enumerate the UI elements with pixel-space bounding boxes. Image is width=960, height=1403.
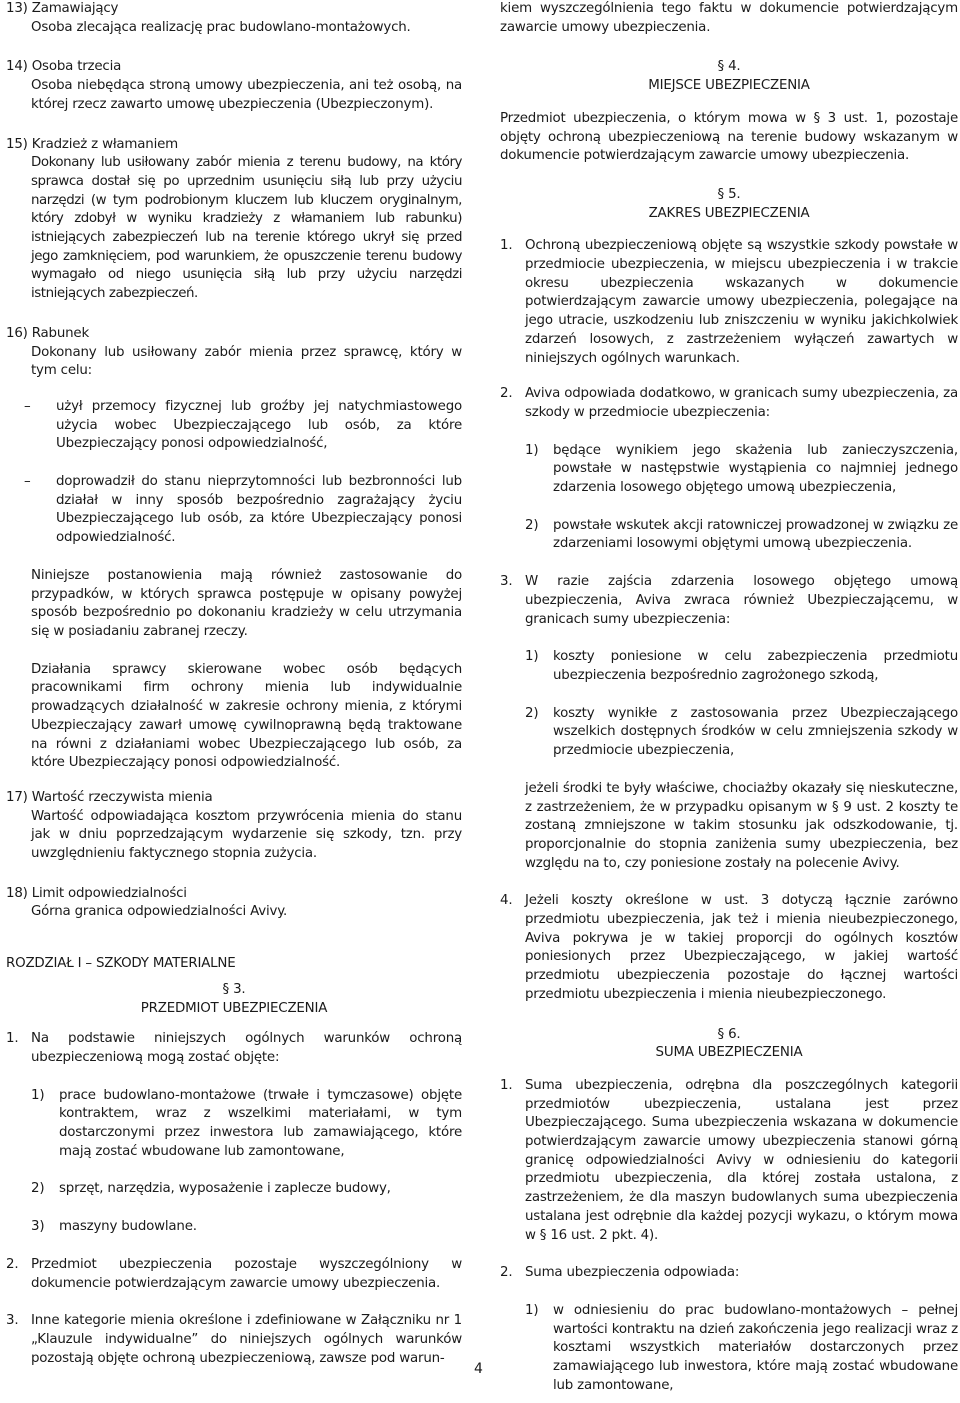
numbered-item xyxy=(6,1256,462,1293)
dash-marker: – xyxy=(24,474,31,490)
item-number: 3. xyxy=(500,574,513,590)
sub-item xyxy=(525,517,958,554)
section-heading xyxy=(500,186,958,223)
item-number: 1) xyxy=(525,649,539,665)
definition-17 xyxy=(6,789,462,864)
item-text: Ochroną ubezpieczeniową objęte są wszystkie szkody powstałe w przedmiocie ubezpieczenia, w miejscu ubezpieczenia i w trakcie okresu ubezpieczenia wskazanych w dokumencie potwierdzającym zawarcie umowy ubezpieczenia, polegające na jego utracie, uszkodzeniu lub zniszczeniu w wyniku jakichkolwiek zdarzeń losowych, z zastrzeżeniem wyłączeń zawartych w niniejszych ogólnych warunkach. xyxy=(525,238,958,366)
item-number: 1. xyxy=(500,1077,513,1093)
item-number: 1. xyxy=(500,238,513,254)
item-text: koszty wynikłe z zastosowania przez Ubezpieczającego wszelkich dostępnych środków w celu zmniejszenia szkody w przedmiocie ubezpieczenia, xyxy=(553,705,958,759)
item-number: 1) xyxy=(525,1302,539,1318)
item-text: Inne kategorie mienia określone i zdefiniowane w Załączniku nr 1 „Klauzule indywidualne” do niniejszych ogólnych warunków pozostają objęte ochroną ubezpieczeniową, zawsze pod warun- xyxy=(31,1313,462,1366)
sub-item xyxy=(31,1087,462,1162)
list-item xyxy=(6,473,462,548)
item-text: powstałe wskutek akcji ratowniczej prowadzonej w związku ze zdarzeniami losowymi objętymi umową ubezpieczenia. xyxy=(553,517,958,552)
paragraph: Działania sprawcy skierowane wobec osób będących pracownikami firm ochrony mienia lub indywidualnie prowadzących działalność w zakresie ochrony mienia, z którymi Ubezpieczający zawarł umowę cywilnoprawną będą traktowane na równi z działaniami wobec Ubezpieczającego lub osób, za które Ubezpieczający ponosi odpowiedzialność. xyxy=(31,661,462,771)
item-text: koszty poniesione w celu zabezpieczenia przedmiotu ubezpieczenia bezpośrednio zagrożonego szkodą, xyxy=(553,649,958,683)
numbered-item xyxy=(500,237,958,368)
item-text: prace budowlano-montażowe (trwałe i tymczasowe) objęte kontraktem, wraz z wszelkimi materiałami, w tym dostarczonymi przez inwestora lub zamawiającego, które mają zostać wbudowane lub zamontowane, xyxy=(59,1087,462,1159)
section-number: § 5. xyxy=(717,186,741,202)
definition-title: 16) Rabunek xyxy=(6,325,90,341)
section-number: § 6. xyxy=(717,1026,741,1042)
item-number: 3) xyxy=(31,1219,45,1235)
item-number: 1) xyxy=(525,442,539,458)
item-number: 2. xyxy=(500,386,513,402)
item-text: Suma ubezpieczenia, odrębna dla poszczególnych kategorii przedmiotów ubezpieczenia, ustalana jest przez Ubezpieczającego. Suma ubezpieczenia wskazana w dokumencie potwierdzającym zawarcie umowy ubezpieczenia stanowi górną granicę odpowiedzialności Avivy w odniesieniu do kategorii przedmiotu ubezpieczenia, dla której została ustalona, z zastrzeżeniem, że dla maszyn budowlanych suma ubezpieczenia ustalana jest odrębnie dla każdej pozycji wykazu, o którym mowa w § 16 ust. 2 pkt. 4). xyxy=(525,1077,958,1243)
section-number: § 3. xyxy=(222,981,246,997)
paragraph: Przedmiot ubezpieczenia, o którym mowa w § 3 ust. 1, pozostaje objęty ochroną ubezpieczeniową na terenie budowy wskazanym w dokumencie potwierdzającym zawarcie umowy ubezpieczenia. xyxy=(500,110,958,164)
definition-14 xyxy=(6,58,462,114)
sub-item xyxy=(525,442,958,498)
item-number: 1) xyxy=(31,1087,45,1103)
definition-body: Dokonany lub usiłowany zabór mienia przez sprawcę, który w tym celu: xyxy=(31,344,462,379)
section-title: SUMA UBEZPIECZENIA xyxy=(655,1045,803,1061)
sub-item xyxy=(525,1302,958,1396)
sub-item xyxy=(31,1180,462,1199)
definition-title: 14) Osoba trzecia xyxy=(6,59,122,75)
section-heading xyxy=(500,1026,958,1063)
section-number: § 4. xyxy=(717,59,741,75)
paragraph: jeżeli środki te były właściwe, chociażby okazały się nieskuteczne, z zastrzeżeniem, że w przypadku opisanym w § 9 ust. 2 koszty te zostaną zmniejszone w takim stosunku jak odszkodowanie, tj. proporcjonalnie do stopnia zaniżenia sumy ubezpieczenia, bez względu na to, czy poniesione zostały na polecenie Avivy. xyxy=(525,780,958,871)
sub-item xyxy=(31,1218,462,1237)
definition-body: Osoba niebędąca stroną umowy ubezpieczenia, ani też osobą, na której rzecz zawarto umowę ubezpieczenia (Ubezpieczonym). xyxy=(31,78,462,112)
numbered-item xyxy=(500,1264,958,1283)
item-text: Na podstawie niniejszych ogólnych warunków ochroną ubezpieczeniową mogą zostać objęte: xyxy=(31,1031,462,1065)
definition-title: 13) Zamawiający xyxy=(6,1,119,16)
chapter-heading: ROZDZIAŁ I – SZKODY MATERIALNE xyxy=(6,956,236,972)
definition-title: 15) Kradzież z włamaniem xyxy=(6,136,178,152)
item-text: będące wynikiem jego skażenia lub zanieczyszczenia, powstałe w następstwie wystąpienia co najmniej jednego zdarzenia losowego objętego umową ubezpieczenia, xyxy=(553,442,958,496)
numbered-item xyxy=(6,1312,462,1368)
numbered-item xyxy=(6,1030,462,1067)
section-title: PRZEDMIOT UBEZPIECZENIA xyxy=(140,1000,328,1016)
numbered-item xyxy=(500,1077,958,1245)
sub-item xyxy=(525,705,958,761)
numbered-item xyxy=(500,573,958,629)
definition-18 xyxy=(6,885,462,922)
item-text: W razie zajścia zdarzenia losowego objętego umową ubezpieczenia, Aviva zwraca również Ubezpieczającemu, w granicach sumy ubezpieczenia: xyxy=(525,574,958,627)
numbered-item xyxy=(500,385,958,422)
item-number: 2) xyxy=(31,1181,45,1197)
definition-body: Dokonany lub usiłowany zabór mienia z terenu budowy, na który sprawca dostał się po uprzednim usunięciu siłą lub przy użyciu narzędzi (w tym podrobionym kluczem lub kluczem oryginalnym, który zdobył w wyniku kradzieży z włamaniem lub rabunku) istniejących zabezpieczeń lub na terenie którego ukrył się przed jego zamknięciem, pod warunkiem, że opuszczenie terenu budowy wymagało od niego usunięcia siłą lub przy użyciu narzędzi istniejących zabezpieczeń. xyxy=(31,155,462,302)
definition-16 xyxy=(6,325,462,773)
item-text: Jeżeli koszty określone w ust. 3 dotyczą łącznie zarówno przedmiotu ubezpieczenia, jak też i mienia nieubezpieczonego, Aviva pokrywa je w takiej proporcji do ogólnych kosztów poniesionych przez Ubezpieczającego, w jakiej wartość przedmiotu ubezpieczenia pozostaje do łącznej wartości przedmiotu ubezpieczenia i mienia nieubezpieczonego. xyxy=(525,893,958,1002)
item-number: 2. xyxy=(500,1265,513,1281)
numbered-item xyxy=(500,892,958,1004)
section-heading xyxy=(500,58,958,95)
item-text: sprzęt, narzędzia, wyposażenie i zaplecze budowy, xyxy=(59,1181,391,1197)
item-text: Aviva odpowiada dodatkowo, w granicach sumy ubezpieczenia, za szkody w przedmiocie ubezpieczenia: xyxy=(525,386,958,420)
definition-title: 17) Wartość rzeczywista mienia xyxy=(6,789,213,805)
item-number: 1. xyxy=(6,1031,19,1047)
section-heading xyxy=(6,981,462,1018)
definition-13 xyxy=(6,0,462,37)
left-column xyxy=(6,0,462,1368)
dash-marker: – xyxy=(24,398,31,414)
item-number: 2) xyxy=(525,705,539,721)
definition-body: Osoba zlecająca realizację prac budowlano-montażowych. xyxy=(31,19,411,35)
item-text: Suma ubezpieczenia odpowiada: xyxy=(525,1265,740,1281)
definition-body: Górna granica odpowiedzialności Avivy. xyxy=(31,904,288,920)
sub-item xyxy=(525,648,958,685)
item-number: 4. xyxy=(500,893,513,909)
list-item-text: doprowadził do stanu nieprzytomności lub bezbronności lub działał w inny sposób bezpośrednio zagrażający życiu Ubezpieczającego lub osób, za które Ubezpieczający ponosi odpowiedzialność. xyxy=(56,474,462,546)
page-number: 4 xyxy=(474,1361,483,1377)
right-column xyxy=(500,0,958,1395)
paragraph: Niniejsze postanowienia mają również zastosowanie do przypadków, w których sprawca postępuje w opisany powyżej sposób bezpośrednio po dokonaniu kradzieży w celu utrzymania się w posiadaniu zabranej rzeczy. xyxy=(31,567,462,639)
list-item-text: użył przemocy fizycznej lub groźby jej natychmiastowego użycia wobec Ubezpieczającego lub osób, za które Ubezpieczający ponosi odpowiedzialność, xyxy=(56,398,462,452)
section-title: MIEJSCE UBEZPIECZENIA xyxy=(648,78,810,94)
item-number: 2. xyxy=(6,1256,19,1272)
item-text: Przedmiot ubezpieczenia pozostaje wyszczególniony w dokumencie potwierdzającym zawarcie umowy ubezpieczenia. xyxy=(31,1256,462,1291)
item-text: maszyny budowlane. xyxy=(59,1219,197,1235)
list-item xyxy=(6,398,462,454)
definition-title: 18) Limit odpowiedzialności xyxy=(6,885,187,901)
definition-15 xyxy=(6,136,462,304)
item-text: w odniesieniu do prac budowlano-montażowych – pełnej wartości kontraktu na dzień zakończenia jego realizacji wraz z kosztami wszystkich materiałów dostarczonych przez zamawiającego lub inwestora, które mają zostać wbudowane lub zamontowane, xyxy=(553,1302,958,1393)
item-number: 3. xyxy=(6,1313,19,1329)
item-number: 2) xyxy=(525,517,539,533)
definition-body: Wartość odpowiadająca kosztom przywrócenia mienia do stanu jak w dniu poprzedzającym wydarzenie się szkody, tzn. przy uwzględnieniu faktycznego stopnia zużycia. xyxy=(31,808,462,862)
section-title: ZAKRES UBEZPIECZENIA xyxy=(648,205,810,221)
continued-text: kiem wyszczególnienia tego faktu w dokumencie potwierdzającym zawarcie umowy ubezpieczenia. xyxy=(500,1,958,35)
